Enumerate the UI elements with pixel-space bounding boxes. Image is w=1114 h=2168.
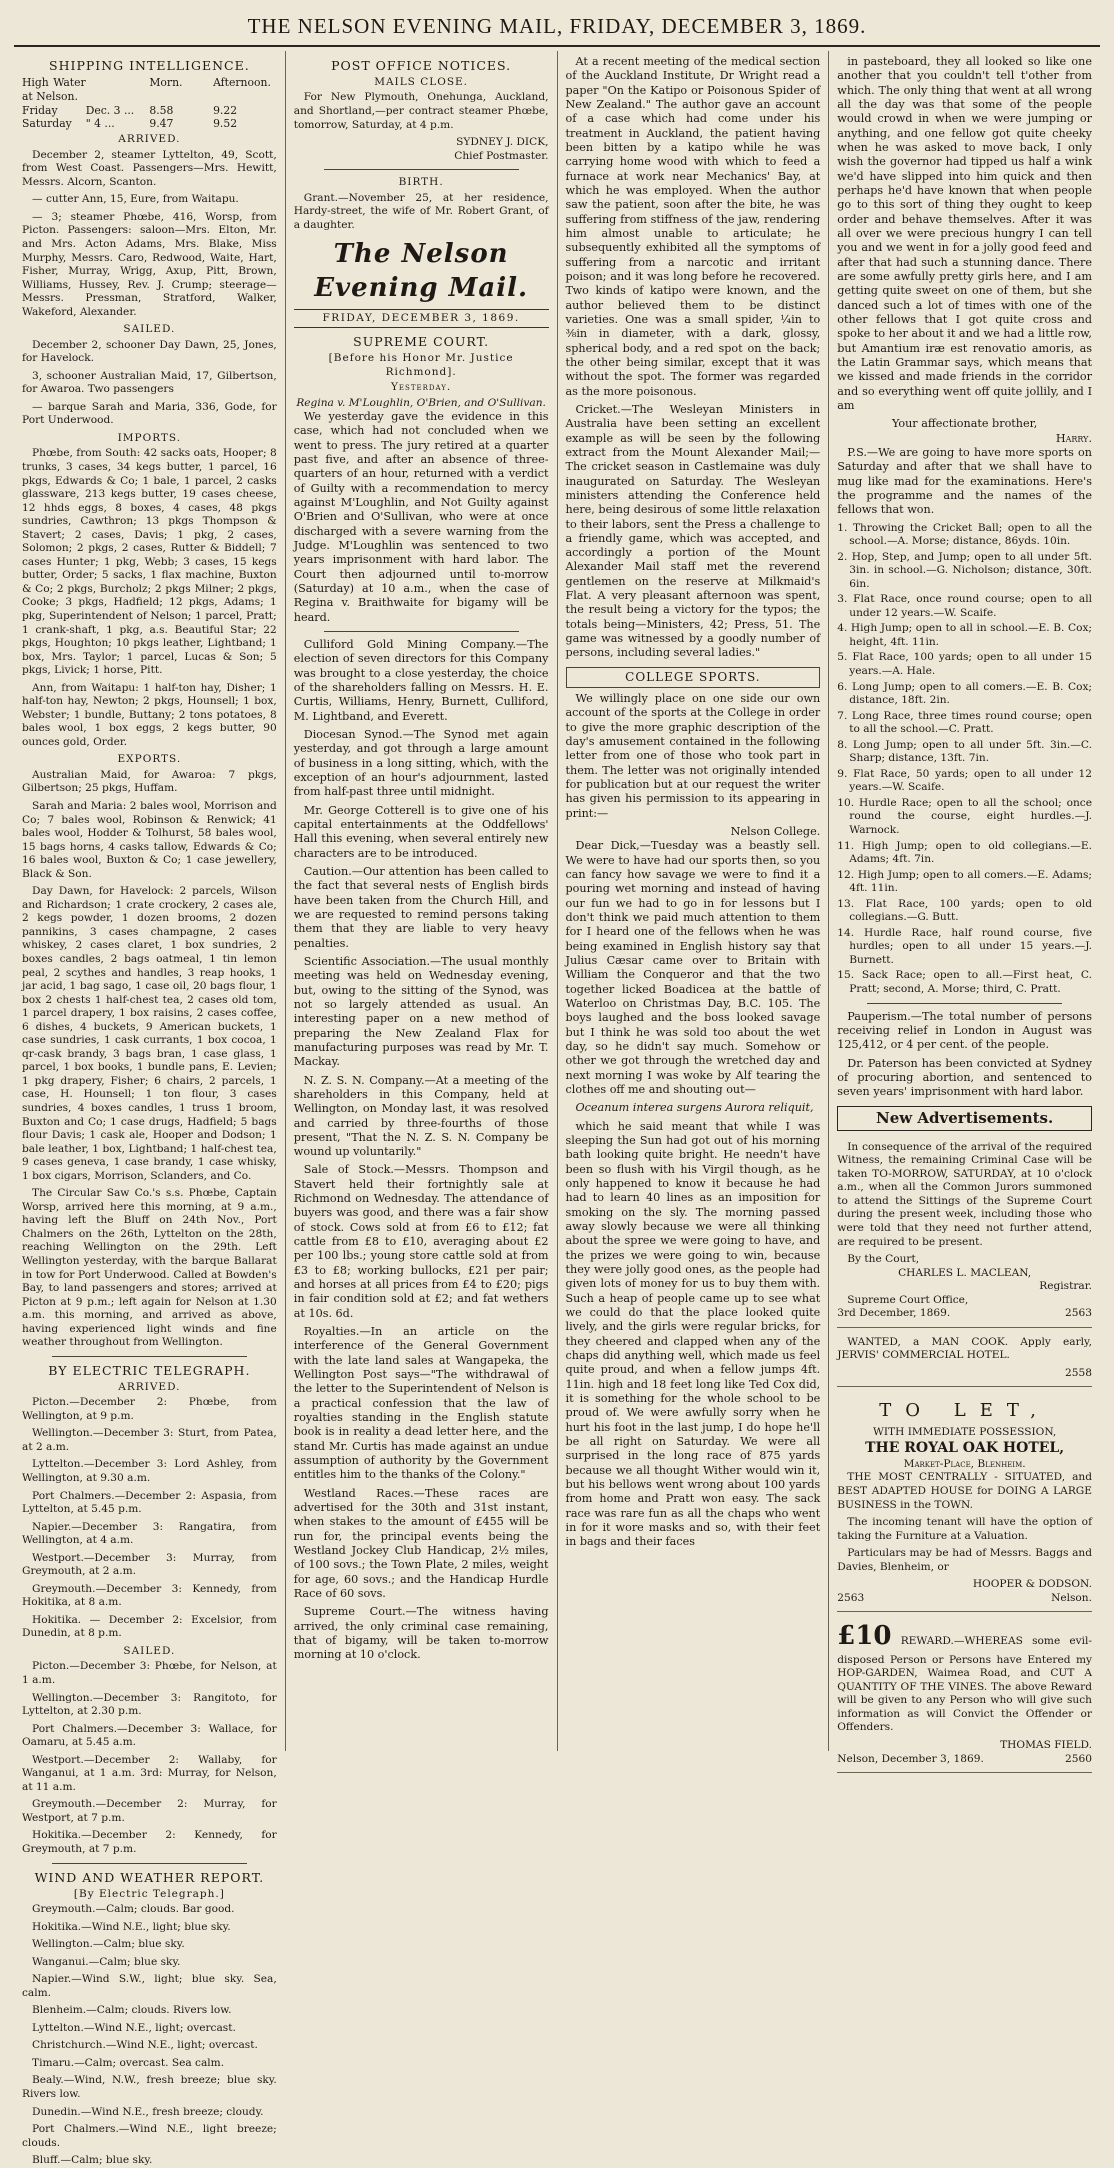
arrived-entry: December 2, steamer Lyttelton, 49, Scott, from West Coast. Passengers—Mrs. Hewitt, Messrs. Alcorn, Scanton. bbox=[22, 148, 277, 188]
letter-postscript: P.S.—We are going to have more sports on Saturday and after that we shall have to mug like mad for the examinations. Here's the programme and the names of the fellows that won. bbox=[837, 445, 1092, 517]
tel-arrived-entry: Wellington.—December 3: Sturt, from Patea, at 2 a.m. bbox=[22, 1427, 277, 1453]
birth-title: BIRTH. bbox=[398, 176, 444, 189]
programme-item: 15. Sack Race; open to all.—First heat, C. Pratt; second, A. Morse; third, C. Pratt. bbox=[837, 969, 1092, 995]
court-day: Yesterday. bbox=[391, 381, 452, 394]
wind-entry: Timaru.—Calm; overcast. Sea calm. bbox=[32, 2056, 225, 2069]
divider bbox=[52, 1863, 247, 1864]
news-item: Sale of Stock.—Messrs. Thompson and Stavert held their fortnightly sale at Richmond on Wednesday. The attendance of buyers was good, and there was a fair show of stock. Cows sold at from £6 to £12; fat cattle from £8 to £10, averaging about £2 per 100 lbs.; young store cattle sold at from £3 to £8; working bullocks, £21 per pair; and horses at all prices from £4 to £20; pigs in fair condition sold at £2; and fat wethers at 10s. 6d. bbox=[293, 1163, 549, 1320]
letter-part-1: Dear Dick,—Tuesday was a beastly sell. We were to have had our sports then, so you can fancy how savage we were to find it a pouring wet morning and instead of having our fun we had to go in for lessons but I don't think we paid much attention to them for I heard one of the fellows when he was being examined in English history say that Julius Cæsar came over to Britain with William the Conqueror and that the two together licked Boadicea at the battle of Waterloo on Christmas Day, B.C. 105. The boys laughed and the boss looked savage but I think he was sold too about the wet day, so he didn't say much. Somehow or other we got through the wretched day and next morning I was woke by Alf tearing the clothes off me and shouting out— bbox=[565, 839, 821, 1096]
programme-item: 10. Hurdle Race; open to all the school; once round the course, eight hurdles.—J. Warnock. bbox=[837, 796, 1092, 836]
arrived-title: ARRIVED. bbox=[118, 133, 181, 146]
tel-arrived-entry: Lyttelton.—December 3: Lord Ashley, from Wellington, at 9.30 a.m. bbox=[22, 1458, 277, 1485]
tide-header bbox=[22, 76, 277, 104]
reward-text: REWARD.—WHEREAS some evil-disposed Person or Persons have Entered my HOP-GARDEN, Waimea Road, and CUT A QUANTITY OF THE VINES. The above Reward will be given to any Person who will give such information as will Convict the Offender or Offenders. bbox=[837, 1635, 1092, 1734]
tel-sailed-entry: Port Chalmers.—December 3: Wallace, for Oamaru, at 5.45 a.m. bbox=[22, 1722, 277, 1749]
tide-cell: 8.58 bbox=[149, 103, 174, 117]
tel-sailed-entry: Westport.—December 2: Wallaby, for Wanganui, at 1 a.m. 3rd: Murray, for Nelson, at 11 a.m. bbox=[22, 1753, 277, 1793]
court-notice-ad bbox=[837, 1137, 1092, 1328]
tel-arrived-entry: Port Chalmers.—December 2: Aspasia, from Lyttelton, at 5.45 p.m. bbox=[22, 1489, 277, 1516]
imports-entry: Phœbe, from South: 42 sacks oats, Hooper; 8 trunks, 3 cases, 34 kegs butter, 1 parcel, 16 pkgs, Edwards & Co; 1 bale, 1 parcel, 2 casks glassware, 213 kegs butter, 19 cases cheese, 12 hhds eggs, 8 boxes, 4 cases, 48 pkgs sundries, Cawthron; 13 pkgs Thompson & Stavert; 2 cases, Davis; 1 pkg, 2 cases, Solomon; 2 pkgs, 2 cases, Rutter & Biddell; 7 cases Hunter; 1 pkg, Webb; 3 cases, 15 kegs butter, Order; 5 sacks, 1 flax machine, Buxton & Co; 2 pkgs, Burcholz; 2 pkgs Milner; 2 pkgs, Cooke; 3 pkgs, Hadfield; 12 pkgs, Adams; 1 pkg, Superintendent of Nelson; 1 parcel, Pratt; 1 crank-shaft, 1 pkg, a.s. Beautiful Star; 22 pkgs, Houghton; 10 pkgs leather, Lightband; 1 box, Mrs. Taylor; 1 parcel, Lucas & Son; 5 pkgs, Livick; 1 horse, Pitt. bbox=[22, 447, 277, 677]
college-intro: We willingly place on one side our own account of the sports at the College in order to give the more graphic description of the day's amusement contained in the following letter from one of those who took part in them. The letter was not originally intended for publication but at our request the writer has given his permission to its appearing in print:— bbox=[565, 692, 821, 820]
hotel-agent: HOOPER & DODSON. bbox=[972, 1578, 1092, 1591]
exports-entry: Australian Maid, for Awaroa: 7 pkgs, Gilbertson; 25 pkgs, Huffam. bbox=[22, 768, 277, 795]
post-office-title: POST OFFICE NOTICES. bbox=[331, 58, 512, 73]
hotel-ref-place: Nelson. bbox=[1051, 1591, 1092, 1604]
mails-role: Chief Postmaster. bbox=[454, 149, 549, 162]
wind-entry: Wellington.—Calm; blue sky. bbox=[32, 1938, 185, 1951]
sailed-entry: December 2, schooner Day Dawn, 25, Jones, for Havelock. bbox=[22, 338, 277, 365]
wind-entry: Wanganui.—Calm; blue sky. bbox=[32, 1955, 181, 1968]
paper-dateline: FRIDAY, DECEMBER 3, 1869. bbox=[294, 309, 549, 328]
tide-row bbox=[22, 117, 277, 131]
hotel-text-2: The incoming tenant will have the option of taking the Furniture at a Valuation. bbox=[837, 1516, 1092, 1542]
tide-header-cell: Afternoon. bbox=[213, 76, 271, 89]
college-sports-title: COLLEGE SPORTS. bbox=[566, 667, 821, 688]
tel-sailed-entry: Hokitika.—December 2: Kennedy, for Greymouth, at 7 p.m. bbox=[22, 1829, 277, 1856]
programme-item: 14. Hurdle Race, half round course, five hurdles; open to all under 15 years.—J. Burnett. bbox=[837, 926, 1092, 966]
wind-title: WIND AND WEATHER REPORT. bbox=[34, 1869, 265, 1885]
tide-cell: 9.52 bbox=[213, 117, 238, 131]
court-report: We yesterday gave the evidence in this case, which had not concluded when we went to press. The jury retired at a quarter past five, and after an absence of three-quarters of an hour, returned with a verdict of Guilty with a recommendation to mercy against M'Loughlin, and Not Guilty against O'Brien and O'Sullivan, who were at once discharged with a severe warning from the Judge. M'Loughlin was sentenced to two years imprisonment with hard labor. The Court then adjourned until to-morrow (Saturday) at 10 a.m., when the case of Regina v. Braithwaite for bigamy will be heard. bbox=[293, 410, 549, 624]
reward-footer bbox=[837, 1753, 1092, 1767]
to-let-title: TO LET, bbox=[879, 1400, 1050, 1422]
wind-entry: Bluff.—Calm; blue sky. bbox=[32, 2154, 153, 2167]
programme-item: 1. Throwing the Cricket Ball; open to all the school.—A. Morse; distance, 86yds. 10in. bbox=[837, 521, 1092, 548]
hotel-footer bbox=[837, 1592, 1092, 1606]
tide-header-cell: High Water at Nelson. bbox=[22, 76, 86, 103]
paper-title: The Nelson Evening Mail. bbox=[314, 239, 529, 303]
court-case: Regina v. M'Loughlin, O'Brien, and O'Sullivan. bbox=[296, 396, 546, 409]
programme-item: 2. Hop, Step, and Jump; open to all under 5ft. 3in. in school.—G. Nicholson; distance, 30ft. 6in. bbox=[837, 550, 1092, 590]
to-let-ad bbox=[837, 1391, 1092, 1612]
wind-entry: Port Chalmers.—Wind N.E., light breeze; clouds. bbox=[22, 2123, 277, 2149]
news-item: Royalties.—In an article on the interference of the General Government with the late land sales at Wangapeka, the Wellington Post says—"The withdrawal of the letter to the Superintendent of Nelson is a practical confession that the law of royalties standing in the English statute book is in reality a dead letter here, and the stand Mr. Curtis has made against an undue assumption of authority by the Government entitles him to the thanks of the Colony." bbox=[293, 1325, 549, 1482]
court-notice-ref: 2563 bbox=[1065, 1307, 1092, 1320]
letter-signature: Harry. bbox=[1055, 431, 1092, 445]
court-notice-text: In consequence of the arrival of the required Witness, the remaining Criminal Case will be taken TO-MORROW, SATURDAY, at 10 o'clock a.m., when all the Common Jurors summoned to attend the Sittings of the Supreme Court during the present week, including those who were told that they need not further attend, are required to be present. bbox=[837, 1140, 1092, 1248]
reward-ref: 2560 bbox=[1065, 1752, 1092, 1765]
wind-subtitle: [By Electric Telegraph.] bbox=[73, 1887, 225, 1900]
tel-arrived-title: ARRIVED. bbox=[118, 1380, 181, 1393]
court-notice-footer bbox=[837, 1307, 1092, 1321]
new-advertisements-title: New Advertisements. bbox=[837, 1106, 1092, 1131]
latin-quote: Oceanum interea surgens Aurora reliquit, bbox=[575, 1101, 814, 1115]
news-item: N. Z. S. N. Company.—At a meeting of the shareholders in this Company, held at Wellington, on Monday last, it was resolved and carried by three-fourths of those present, "That the N. Z. S. N. Company be wound up voluntarily." bbox=[293, 1073, 549, 1159]
wind-entry: Napier.—Wind S.W., light; blue sky. Sea, calm. bbox=[22, 1973, 277, 1999]
circular-saw-report: The Circular Saw Co.'s s.s. Phœbe, Captain Worsp, arrived here this morning, at 9 a.m., having left the Bluff on 24th Nov., Port Chalmers on the 26th, Lyttelton on the 28th, reaching Wellington on the 29th. Left Wellington yesterday, with the barque Ballarat in tow for Port Underwood. Called at Bowden's Bay, to land passengers and stores; arrived at Picton at 9 p.m.; left again for Nelson at 1.30 a.m. this morning, and arrived as above, having experienced light winds and fine weather throughout from Wellington. bbox=[22, 1187, 277, 1349]
column-1 bbox=[14, 51, 286, 2167]
news-item: Mr. George Cotterell is to give one of his capital entertainments at the Oddfellows' Hall this evening, when several entirely new characters are to be introduced. bbox=[293, 803, 549, 860]
sailed-title: SAILED. bbox=[123, 323, 176, 336]
to-let-sub: WITH IMMEDIATE POSSESSION, bbox=[872, 1426, 1057, 1439]
letter-signoff: Your affectionate brother, bbox=[891, 417, 1038, 431]
exports-entry: Sarah and Maria: 2 bales wool, Morrison and Co; 7 bales wool, Robinson & Renwick; 41 bales wool, Hodder & Tolhurst, 58 bales wool, 15 bags horns, 4 casks tallow, Edwards & Co; 16 bales wool, Buxton & Co; 1 case jewellery, Black & Son. bbox=[22, 799, 277, 880]
court-title: SUPREME COURT. bbox=[353, 334, 490, 350]
court-notice-by: By the Court, bbox=[847, 1253, 920, 1266]
programme-item: 6. Long Jump; open to all comers.—E. B. Cox; distance, 18ft. 2in. bbox=[837, 680, 1092, 707]
wind-entry: Blenheim.—Calm; clouds. Rivers low. bbox=[32, 2004, 232, 2017]
tide-header-cell: Morn. bbox=[149, 76, 183, 89]
reward-text-block bbox=[837, 1620, 1092, 1735]
tel-sailed-entry: Greymouth.—December 2: Murray, for Westport, at 7 p.m. bbox=[22, 1798, 277, 1824]
cook-wanted-text: WANTED, a MAN COOK. Apply early, JERVIS' COMMERCIAL HOTEL. bbox=[837, 1335, 1092, 1362]
tide-row bbox=[22, 104, 277, 118]
hotel-place: Market-Place, Blenheim. bbox=[903, 1457, 1026, 1470]
sports-programme bbox=[837, 522, 1092, 997]
exports-entry: Day Dawn, for Havelock: 2 parcels, Wilson and Richardson; 1 crate crockery, 2 cases ale, 2 kegs powder, 1 dozen brooms, 2 dozen pannikins, 3 cases champagne, 2 cases whiskey, 2 cases claret, 1 box sundries, 2 boxes candles, 2 bags oatmeal, 1 tin lemon peal, 2 scythes and handles, 3 reap hooks, 1 jar acid, 1 bag sago, 1 case oil, 20 bags flour, 1 box 2 chests 1 half-chest tea, 2 cases old tom, 1 parcel drapery, 1 box raisins, 2 cases coffee, 6 dishes, 4 buckets, 9 American buckets, 1 case sundries, 1 cask currants, 1 box cocoa, 1 qr-cask brandy, 3 bags bran, 1 case glass, 1 parcel, 1 box books, 1 bundle pans, E. Levien; 1 pkg drapery, Fisher; 6 chairs, 2 parcels, 1 case, H. Hounsell; 1 ton flour, 3 cases sundries, 4 boxes candles, 1 truss 1 broom, Buxton and Co; 1 case drugs, Hadfield; 5 bags flour Davis; 1 cask ale, Hooper and Dodson; 1 bale leather, 1 box, Lightband; 1 half-chest tea, 9 cases geneva, 1 case brandy, 1 case whisky, 1 box cigars, Morrison, Sclanders, and Co. bbox=[22, 885, 277, 1182]
column-2 bbox=[286, 51, 558, 1751]
cricket-article: Cricket.—The Wesleyan Ministers in Australia have been setting an excellent example as will be seen by the following extract from the Mount Alexander Mail;—The cricket season in Castlemaine was duly inaugurated on Saturday. The Wesleyan ministers attending the Conference held here, being desirous of some little relaxation to their labors, sent the Press a challenge to a friendly game, which was accepted, and accordingly a portion of the Mount Alexander Mail staff met the reverend gentlemen on the reserve at Milkmaid's Flat. A very pleasant afternoon was spent, the result being a victory for the typos; the totals being—Ministers, 42; Press, 51. The game was witnessed by a goodly number of persons, including several ladies." bbox=[565, 402, 821, 660]
sailed-entry: 3, schooner Australian Maid, 17, Gilbertson, for Awaroa. Two passengers bbox=[22, 369, 277, 396]
tel-arrived-entry: Hokitika. — December 2: Excelsior, from Dunedin, at 8 p.m. bbox=[22, 1613, 277, 1640]
programme-item: 12. High Jump; open to all comers.—E. Adams; 4ft. 11in. bbox=[837, 868, 1092, 895]
news-item: Culliford Gold Mining Company.—The election of seven directors for this Company was brought to a close yesterday, the choice of the shareholders falling on Messrs. H. E. Curtis, Williams, Henry, Burnett, Culliford, M. Lightband, and Everett. bbox=[293, 638, 549, 723]
reward-date: Nelson, December 3, 1869. bbox=[837, 1752, 984, 1765]
mails-signature: SYDNEY J. DICK, bbox=[456, 136, 549, 149]
cook-wanted-ad bbox=[837, 1332, 1092, 1388]
mails-title: MAILS CLOSE. bbox=[374, 76, 469, 88]
arrived-entry: — 3; steamer Phœbe, 416, Worsp, from Picton. Passengers: saloon—Mrs. Elton, Mr. and Mrs. Acton Adams, Mrs. Blake, Miss Murphy, Messrs. Caro, Redwood, Waite, Hart, Fisher, Murray, Wrigg, Axup, Pitt, Brown, Williams, Hussey, Rev. J. Crump; steerage—Messrs. Pressman, Stratford, Walker, Wakeford, Alexander. bbox=[22, 210, 277, 318]
divider bbox=[324, 169, 519, 170]
news-item: Diocesan Synod.—The Synod met again yesterday, and got through a large amount of business in a long sitting, which, with the exception of an hour's adjournment, lasted from half-past three until midnight. bbox=[293, 727, 549, 799]
reward-amount: £10 bbox=[837, 1621, 892, 1652]
exports-title: EXPORTS. bbox=[117, 753, 182, 766]
programme-item: 5. Flat Race, 100 yards; open to all under 15 years.—A. Hale. bbox=[837, 651, 1092, 677]
programme-item: 13. Flat Race, 100 yards; open to old collegians.—G. Butt. bbox=[837, 897, 1092, 924]
news-item: Scientific Association.—The usual monthly meeting was held on Wednesday evening, but, owing to the sitting of the Synod, was not so largely attended as usual. An interesting paper on a new method of preparing the New Zealand Flax for manufacturing purposes was read by Mr. T. Mackay. bbox=[293, 954, 549, 1069]
court-notice-role: Registrar. bbox=[1039, 1280, 1092, 1293]
divider bbox=[867, 1003, 1062, 1004]
tide-cell: 9.22 bbox=[213, 103, 238, 117]
programme-item: 9. Flat Race, 50 yards; open to all under 12 years.—W. Scaife. bbox=[837, 767, 1092, 794]
court-before: [Before his Honor Mr. Justice Richmond]. bbox=[328, 352, 514, 378]
court-notice-office: Supreme Court Office, bbox=[847, 1293, 969, 1306]
hotel-text-3: Particulars may be had of Messrs. Baggs and Davies, Blenheim, or bbox=[837, 1547, 1092, 1573]
news-item: Westland Races.—These races are advertised for the 30th and 31st instant, when stakes to the amount of £455 will be run for, the principal events being the Westland Jockey Club Handicap, 2½ miles, of 100 sovs.; the Town Plate, 2 miles, weight for age, 60 sovs.; and the Handicap Hurdle Race of 60 sovs. bbox=[293, 1486, 549, 1600]
wind-entry: Dunedin.—Wind N.E., fresh breeze; cloudy. bbox=[32, 2105, 264, 2118]
tide-cell: Dec. 3 ... bbox=[85, 103, 135, 117]
wind-entry: Greymouth.—Calm; clouds. Bar good. bbox=[32, 1903, 235, 1916]
tel-arrived-entry: Westport.—December 3: Murray, from Greymouth, at 2 a.m. bbox=[22, 1551, 277, 1578]
column-4 bbox=[829, 51, 1100, 1765]
hotel-name: THE ROYAL OAK HOTEL, bbox=[865, 1440, 1065, 1457]
telegraph-title: BY ELECTRIC TELEGRAPH. bbox=[48, 1362, 251, 1378]
letter-part-3: in pasteboard, they all looked so like one another that you couldn't tell t'other from which. The only thing that went at all wrong all the day was that some of the people would crowd in when we were jumping or anything, and one fellow got quite cheeky when he was asked to move back, I only wish the governor had tipped us half a wink we'd have slipped into him quick and then perhaps he'd have known that when people go to this sort of thing they ought to keep order and behave themselves. After it was all over we were precious hungry I can tell you and we went in for a jolly good feed and after that had such a stunning dance. There are some awfully pretty girls here, and I am getting quite sweet on one of them, but she danced such a lot of times with one of the other fellows that I got quite cross and spoke to her about it and we had a little row, but Amantium iræ est renovatio amoris, as the Latin Grammar says, which means that we kissed and made friends in the corridor and so everything went off quite jollily, and I am bbox=[837, 55, 1092, 412]
cook-wanted-ref: 2558 bbox=[1065, 1366, 1092, 1379]
hotel-text: THE MOST CENTRALLY - SITUATED, and BEST ADAPTED HOUSE for DOING A LARGE BUSINESS in the TOWN. bbox=[837, 1471, 1092, 1511]
shipping-title: SHIPPING INTELLIGENCE. bbox=[49, 58, 250, 73]
wind-entry: Bealy.—Wind, N.W., fresh breeze; blue sky. Rivers low. bbox=[22, 2074, 277, 2101]
tel-arrived-entry: Greymouth.—December 3: Kennedy, from Hokitika, at 8 a.m. bbox=[22, 1582, 277, 1609]
tel-sailed-entry: Wellington.—December 3: Rangitoto, for Lyttelton, at 2.30 p.m. bbox=[22, 1691, 277, 1718]
pauperism-item: Pauperism.—The total number of persons receiving relief in London in August was 125,412, or 4 per cent. of the people. bbox=[837, 1009, 1092, 1052]
hotel-ref: 2563 bbox=[837, 1591, 865, 1604]
news-item: Supreme Court.—The witness having arrived, the only criminal case remaining, that of bigamy, will be taken to-morrow morning at 10 o'clock. bbox=[293, 1605, 549, 1662]
news-item: Caution.—Our attention has been called to the fact that several nests of English birds have been taken from the Church Hill, and we are requested to remind persons taking them that they are liable to very heavy penalties. bbox=[293, 864, 549, 950]
wind-entry: Christchurch.—Wind N.E., light; overcast. bbox=[32, 2039, 258, 2052]
reward-ad bbox=[837, 1616, 1092, 1773]
letter-part-2: which he said meant that while I was sleeping the Sun had got out of his morning bath looking quite bright. He needn't have been so flush with his Virgil though, as he only happened to know it because he had had to learn 40 lines as an imposition for smoking on the sly. The morning passed away slowly because we were all thinking about the spree we were going to have, and the prizes we were going to win, because they were jolly good ones, as the people had given lots of money for us to buy them with. Such a heap of people came up to see what we could do that the place looked quite lively, and the girls were regular bricks, for they cheered and clapped when any of the chaps did anything well, which made us feel quite proud, and when a fellow jumps 4ft. 11in. high and 18 feet long like Ted Cox did, it is something for the whole school to be proud of. We were awfully sorry when he hurt his foot in the last jump, I do hope he'll be all right on Saturday. We were all surprised in the long race of 875 yards because we all thought Wither would win it, but his bellows went wrong about 100 yards from home and Pratt won easy. The sack race was rare fun as all the chaps who went in for it wore masks and so, with their feet in bags and their faces bbox=[565, 1119, 821, 1549]
court-notice-date: 3rd December, 1869. bbox=[837, 1307, 951, 1320]
college-place: Nelson College. bbox=[730, 825, 821, 839]
wind-entry: Hokitika.—Wind N.E., light; blue sky. bbox=[32, 1920, 231, 1933]
imports-title: IMPORTS. bbox=[117, 431, 182, 444]
birth-text: Grant.—November 25, at her residence, Hardy-street, the wife of Mr. Robert Grant, of a daughter. bbox=[293, 191, 549, 231]
tide-cell: " 4 ... bbox=[85, 117, 115, 131]
katipo-article: At a recent meeting of the medical section of the Auckland Institute, Dr Wright read a paper "On the Katipo or Poisonous Spider of New Zealand." The author gave an account of a case which had come under his treatment in Auckland, the patient having been bitten by a katipo while he was carrying home wood with which to feed a furnace at work near Mechanics' Bay, at which he was employed. When the author saw the patient, soon after the bite, he was suffering from stiffness of the jaw, rendering him almost unable to articulate; he subsequently exhibited all the symptoms of suffering from a narcotic and irritant poison; and it was long before he recovered. Two kinds of katipo were known, and the author believed them to be distinct varieties. One was a small spider, ¼in to ⅜in in diameter, with a dark, glossy, spherical body, and a red spot on the back; the other being similar, except that it was without the spot. The former was regarded as the more poisonous. bbox=[565, 55, 821, 398]
programme-item: 3. Flat Race, once round course; open to all under 12 years.—W. Scaife. bbox=[837, 593, 1092, 619]
tide-cell: Friday bbox=[22, 103, 58, 117]
divider bbox=[52, 1356, 247, 1357]
tel-sailed-title: SAILED. bbox=[123, 1645, 176, 1658]
programme-item: 4. High Jump; open to all in school.—E. B. Cox; height, 4ft. 11in. bbox=[837, 622, 1092, 648]
mails-text: For New Plymouth, Onehunga, Auckland, and Shortland,—per contract steamer Phœbe, tomorrow, Saturday, at 4 p.m. bbox=[293, 91, 549, 131]
paterson-item: Dr. Paterson has been convicted at Sydney of procuring abortion, and sentenced to seven years' imprisonment with hard labor. bbox=[837, 1056, 1092, 1099]
court-notice-name: CHARLES L. MACLEAN, bbox=[898, 1266, 1032, 1279]
programme-item: 11. High Jump; open to old collegians.—E. Adams; 4ft. 7in. bbox=[837, 839, 1092, 866]
wind-entry: Lyttelton.—Wind N.E., light; overcast. bbox=[32, 2021, 236, 2034]
arrived-entry: — cutter Ann, 15, Eure, from Waitapu. bbox=[32, 193, 239, 206]
masthead: THE NELSON EVENING MAIL, FRIDAY, DECEMBER 3, 1869. bbox=[14, 14, 1100, 47]
column-3 bbox=[558, 51, 830, 1751]
divider bbox=[324, 631, 519, 632]
tide-header-cell bbox=[86, 76, 150, 104]
imports-entry: Ann, from Waitapu: 1 half-ton hay, Disher; 1 half-ton hay, Newton; 2 pkgs, Hounsell; 1 box, Webster; 1 bundle, Buttany; 2 tons potatoes, 8 bales wool, 1 box eggs, 2 kegs butter, 90 ounces gold, Order. bbox=[22, 681, 277, 748]
tide-cell: Saturday bbox=[22, 117, 72, 131]
programme-item: 8. Long Jump; open to all under 5ft. 3in.—C. Sharp; distance, 13ft. 7in. bbox=[837, 738, 1092, 765]
reward-name: THOMAS FIELD. bbox=[1000, 1738, 1092, 1751]
tel-arrived-entry: Picton.—December 2: Phœbe, from Wellington, at 9 p.m. bbox=[22, 1396, 277, 1422]
sailed-entry: — barque Sarah and Maria, 336, Gode, for Port Underwood. bbox=[22, 400, 277, 427]
tide-cell: 9.47 bbox=[149, 117, 174, 131]
tel-sailed-entry: Picton.—December 3: Phœbe, for Nelson, at 1 a.m. bbox=[22, 1660, 277, 1687]
tel-arrived-entry: Napier.—December 3: Rangatira, from Wellington, at 4 a.m. bbox=[22, 1520, 277, 1547]
programme-item: 7. Long Race, three times round course; open to all the school.—C. Pratt. bbox=[837, 709, 1092, 736]
